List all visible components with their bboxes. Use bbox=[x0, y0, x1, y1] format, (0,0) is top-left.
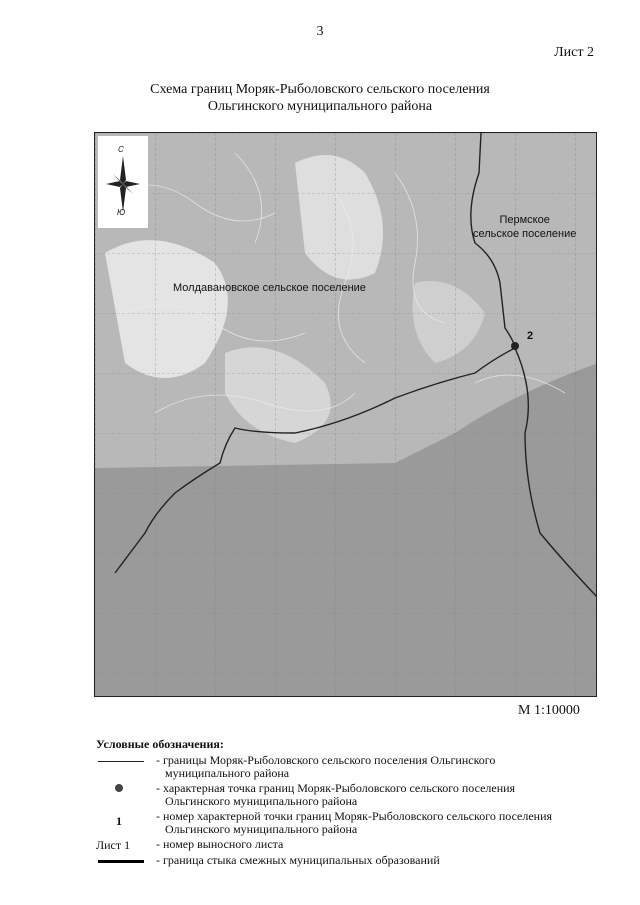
sheet-label: Лист 2 bbox=[554, 45, 594, 60]
legend-symbol-sheet: Лист 1 bbox=[96, 838, 131, 852]
legend-item-boundary bbox=[96, 754, 616, 782]
legend-text: Ольгинского муниципального района bbox=[165, 822, 358, 836]
thin-line-icon bbox=[98, 761, 144, 762]
legend-symbol-number: 1 bbox=[116, 814, 122, 828]
label-permskoe-settlement bbox=[473, 213, 576, 241]
compass-rose bbox=[98, 136, 148, 228]
legend-text: - границы Моряк-Рыболовского сельского поселения Ольгинского bbox=[156, 753, 496, 767]
map-title bbox=[0, 81, 640, 115]
map-title-line2: Ольгинского муниципального района bbox=[207, 99, 433, 114]
map-scale: М 1:10000 bbox=[518, 703, 580, 718]
thick-line-icon bbox=[98, 860, 144, 863]
compass-north-label: С bbox=[118, 145, 124, 154]
label-permskoe-line2: сельское поселение bbox=[473, 228, 577, 240]
label-permskoe-line1: Пермское bbox=[499, 214, 550, 226]
dot-icon bbox=[115, 784, 123, 792]
legend-text: Ольгинского муниципального района bbox=[165, 794, 358, 808]
map-title-line1: Схема границ Моряк-Рыболовского сельского поселения bbox=[150, 82, 490, 97]
legend-text: муниципального района bbox=[165, 766, 290, 780]
page-number: 3 bbox=[316, 24, 324, 39]
legend-text: - характерная точка границ Моряк-Рыболовского сельского поселения bbox=[156, 781, 516, 795]
legend-item-adjacent-boundary bbox=[96, 854, 616, 870]
legend-text: - номер характерной точки границ Моряк-Рыболовского сельского поселения bbox=[156, 809, 553, 823]
label-moldavanovskoe-settlement: Молдавановское сельское поселение bbox=[173, 282, 366, 294]
legend-item-point-number bbox=[96, 810, 616, 838]
compass-south-label: Ю bbox=[117, 208, 126, 217]
boundary-point-2 bbox=[511, 342, 519, 350]
legend-text: - граница стыка смежных муниципальных образований bbox=[156, 853, 440, 867]
legend-title: Условные обозначения: bbox=[96, 737, 224, 751]
legend bbox=[96, 737, 616, 870]
legend-item-point bbox=[96, 782, 616, 810]
map-frame[interactable] bbox=[94, 132, 597, 697]
legend-text: - номер выносного листа bbox=[156, 837, 284, 851]
legend-item-sheet bbox=[96, 838, 616, 854]
boundary-point-number: 2 bbox=[527, 330, 534, 342]
